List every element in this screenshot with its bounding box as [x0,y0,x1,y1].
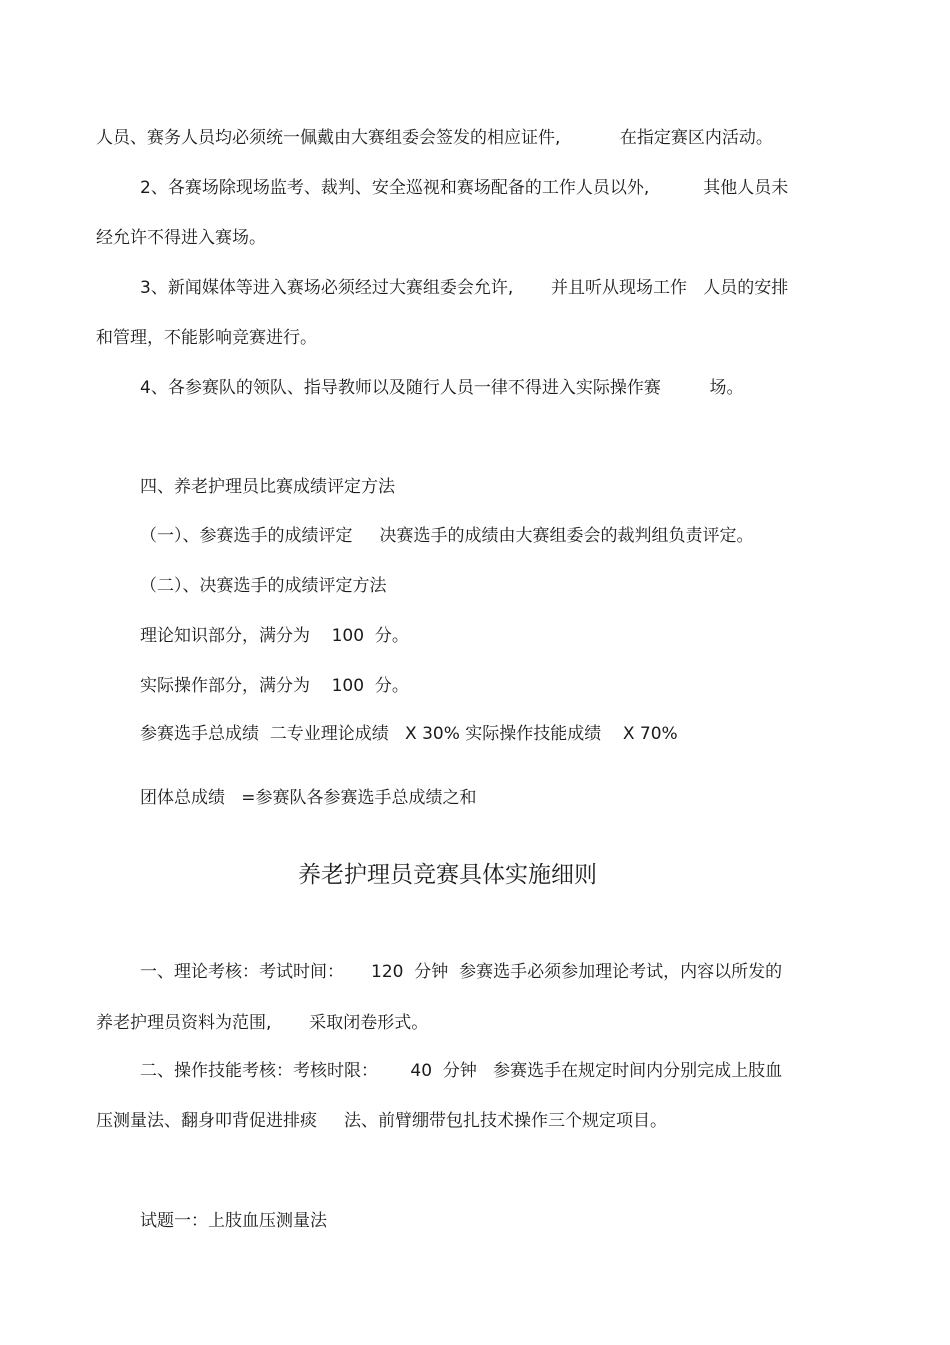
skills-exam-line: 二、操作技能考核：考核时限： 40 分钟 参赛选手在规定时间内分别完成上肢血 [140,1061,783,1081]
text-line: 经允许不得进入赛场。 [96,228,266,248]
subsection-2: （二）、决赛选手的成绩评定方法 [140,576,387,596]
subsection-1: （一）、参赛选手的成绩评定 决赛选手的成绩由大赛组委会的裁判组负责评定。 [140,526,754,546]
section-heading-4: 四、养老护理员比赛成绩评定方法 [140,477,395,497]
question-1-heading: 试题一：上肢血压测量法 [140,1211,327,1231]
rule-item-3: 3、新闻媒体等进入赛场必须经过大赛组委会允许, 并且听从现场工作 人员的安排 [140,278,789,298]
page-title: 养老护理员竞赛具体实施细则 [298,862,597,888]
theory-score-line: 理论知识部分，满分为 100 分。 [140,626,409,646]
rule-item-2: 2、各赛场除现场监考、裁判、安全巡视和赛场配备的工作人员以外, 其他人员未 [140,178,789,198]
text-line: 和管理，不能影响竞赛进行。 [96,328,317,348]
text-line: 压测量法、翻身叩背促进排痰 法、前臂绷带包扎技术操作三个规定项目。 [96,1111,668,1131]
theory-exam-line: 一、理论考核：考试时间： 120 分钟 参赛选手必须参加理论考试，内容以所发的 [140,962,783,982]
text-line: 养老护理员资料为范围, 采取闭卷形式。 [96,1013,429,1033]
practice-score-line: 实际操作部分，满分为 100 分。 [140,676,409,696]
text-line: 人员、赛务人员均必须统一佩戴由大赛组委会签发的相应证件, 在指定赛区内活动。 [96,128,773,148]
total-score-formula: 参赛选手总成绩 二专业理论成绩 X 30% 实际操作技能成绩 X 70% [140,724,678,744]
rule-item-4: 4、各参赛队的领队、指导教师以及随行人员一律不得进入实际操作赛 场。 [140,378,744,398]
team-score-formula: 团体总成绩 =参赛队各参赛选手总成绩之和 [140,788,477,808]
